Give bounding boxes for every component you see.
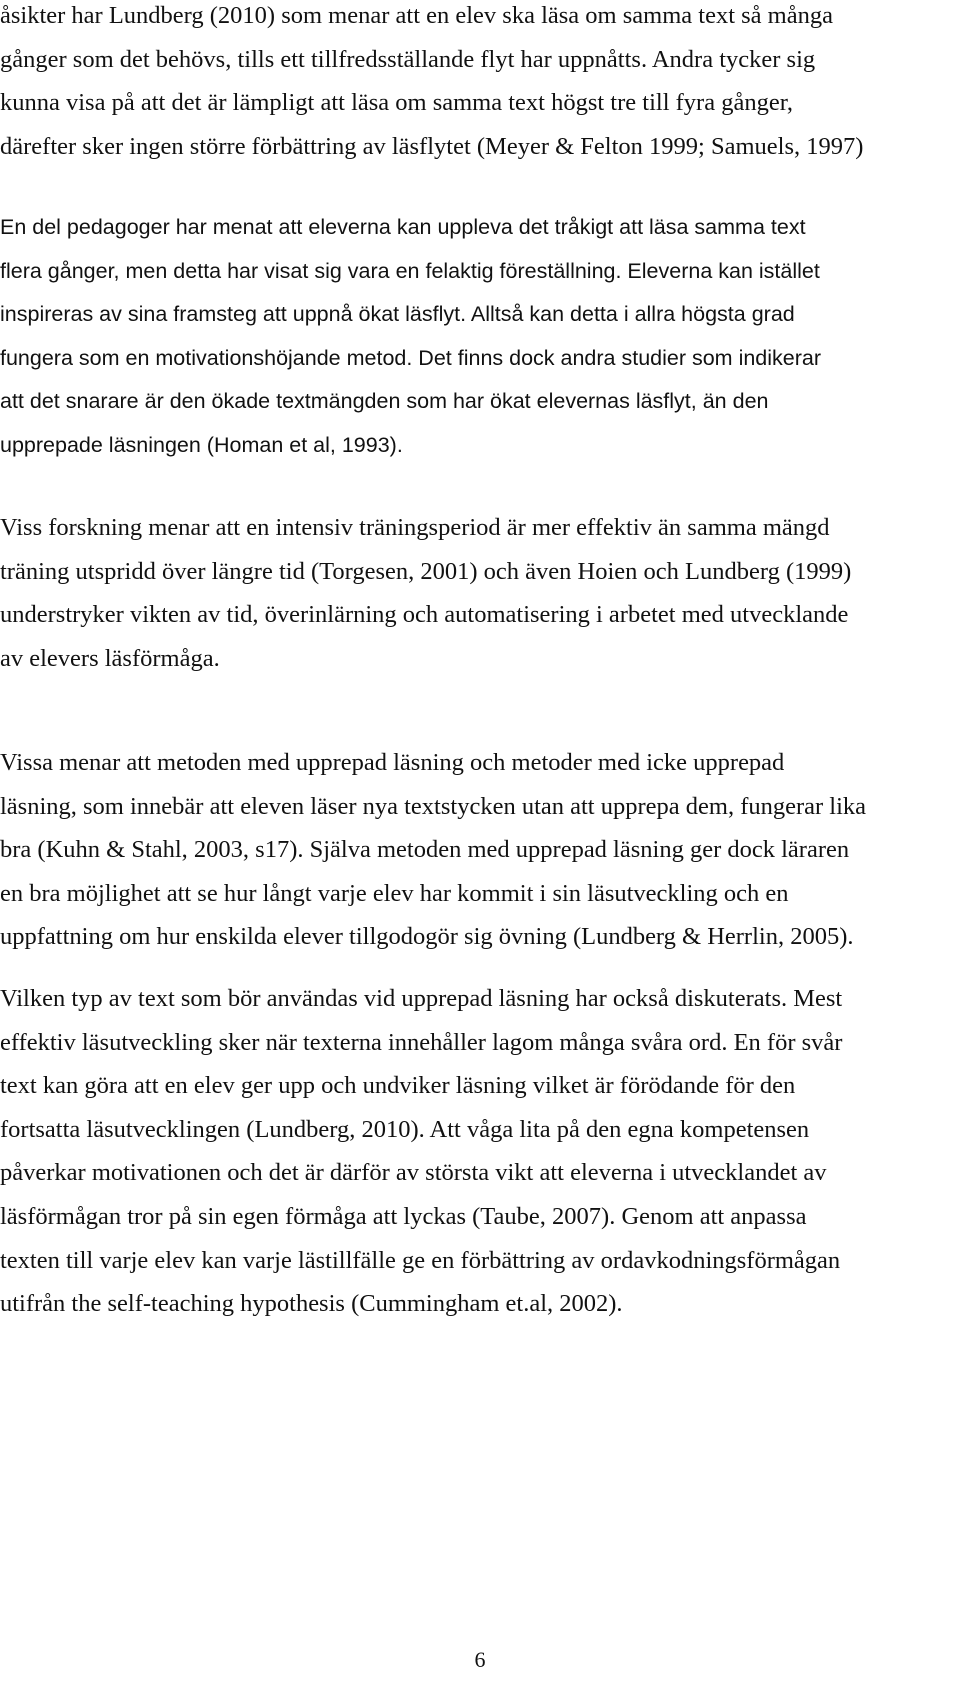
paragraph-1-line-3: kunna visa på att det är lämpligt att läsa om samma text högst tre till fyra gånger, xyxy=(0,89,793,117)
paragraph-5-line-4: fortsatta läsutvecklingen (Lundberg, 2010). Att våga lita på den egna kompetensen xyxy=(0,1115,810,1143)
page-number: 6 xyxy=(474,1647,486,1672)
paragraph-5-line-6: läsförmågan tror på sin egen förmåga att lyckas (Taube, 2007). Genom att anpassa xyxy=(0,1202,807,1230)
paragraph-1-line-1: åsikter har Lundberg (2010) som menar att en elev ska läsa om samma text så många xyxy=(0,2,833,29)
paragraph-4-line-4: en bra möjlighet att se hur långt varje elev har kommit i sin läsutveckling och en xyxy=(0,879,789,907)
paragraph-5-line-7: texten till varje elev kan varje lästillfälle ge en förbättring av ordavkodningsförmågan xyxy=(0,1246,841,1274)
paragraph-4-line-5: uppfattning om hur enskilda elever tillgodogör sig övning (Lundberg & Herrlin, 2005). xyxy=(0,923,854,951)
paragraph-5-line-1: Vilken typ av text som bör användas vid upprepad läsning har också diskuterats. Mest xyxy=(0,985,843,1012)
paragraph-3-line-2: träning utspridd över längre tid (Torgesen, 2001) och även Hoien och Lundberg (1999) xyxy=(0,557,852,585)
paragraph-2-line-4: fungera som en motivationshöjande metod. Det finns dock andra studier som indikerar xyxy=(0,345,822,370)
paragraph-5-line-2: effektiv läsutveckling sker när texterna innehåller lagom många svåra ord. En för svår xyxy=(0,1028,843,1056)
paragraph-5-line-5: påverkar motivationen och det är därför av största vikt att eleverna i utvecklandet av xyxy=(0,1159,827,1187)
paragraph-4-line-1: Vissa menar att metoden med upprepad läsning och metoder med icke upprepad xyxy=(0,749,785,776)
paragraph-3-line-3: understryker vikten av tid, överinlärning och automatisering i arbetet med utvecklande xyxy=(0,601,849,629)
paragraph-5 xyxy=(0,977,960,1326)
paragraph-4-line-3: bra (Kuhn & Stahl, 2003, s17). Själva metoden med upprepad läsning ger dock läraren xyxy=(0,836,850,864)
paragraph-3-line-1: Viss forskning menar att en intensiv träningsperiod är mer effektiv än samma mängd xyxy=(0,514,830,541)
paragraph-2-line-3: inspireras av sina framsteg att uppnå ökat läsflyt. Alltså kan detta i allra högsta grad xyxy=(0,302,795,327)
paragraph-2-line-5: att det snarare är den ökade textmängden som har ökat elevernas läsflyt, än den xyxy=(0,389,769,414)
paragraph-2 xyxy=(0,206,960,468)
paragraph-4 xyxy=(0,741,960,959)
paragraph-3-line-4: av elevers läsförmåga. xyxy=(0,644,220,672)
paragraph-1-line-4: därefter sker ingen större förbättring av läsflytet (Meyer & Felton 1999; Samuels, 1997) xyxy=(0,132,864,160)
paragraph-2-line-1: En del pedagoger har menat att eleverna kan uppleva det tråkigt att läsa samma text xyxy=(0,215,806,239)
paragraph-5-line-8: utifrån the self-teaching hypothesis (Cummingham et.al, 2002). xyxy=(0,1290,623,1318)
paragraph-1 xyxy=(0,0,960,168)
paragraph-3 xyxy=(0,506,960,680)
paragraph-2-line-6: upprepade läsningen (Homan et al, 1993). xyxy=(0,432,403,457)
paragraph-5-line-3: text kan göra att en elev ger upp och undviker läsning vilket är förödande för den xyxy=(0,1072,796,1100)
paragraph-2-line-2: flera gånger, men detta har visat sig vara en felaktig föreställning. Eleverna kan istället xyxy=(0,258,820,283)
paragraph-1-line-2: gånger som det behövs, tills ett tillfredsställande flyt har uppnåtts. Andra tycker sig xyxy=(0,45,816,73)
paragraph-4-line-2: läsning, som innebär att eleven läser nya textstycken utan att upprepa dem, fungerar lika xyxy=(0,792,867,820)
